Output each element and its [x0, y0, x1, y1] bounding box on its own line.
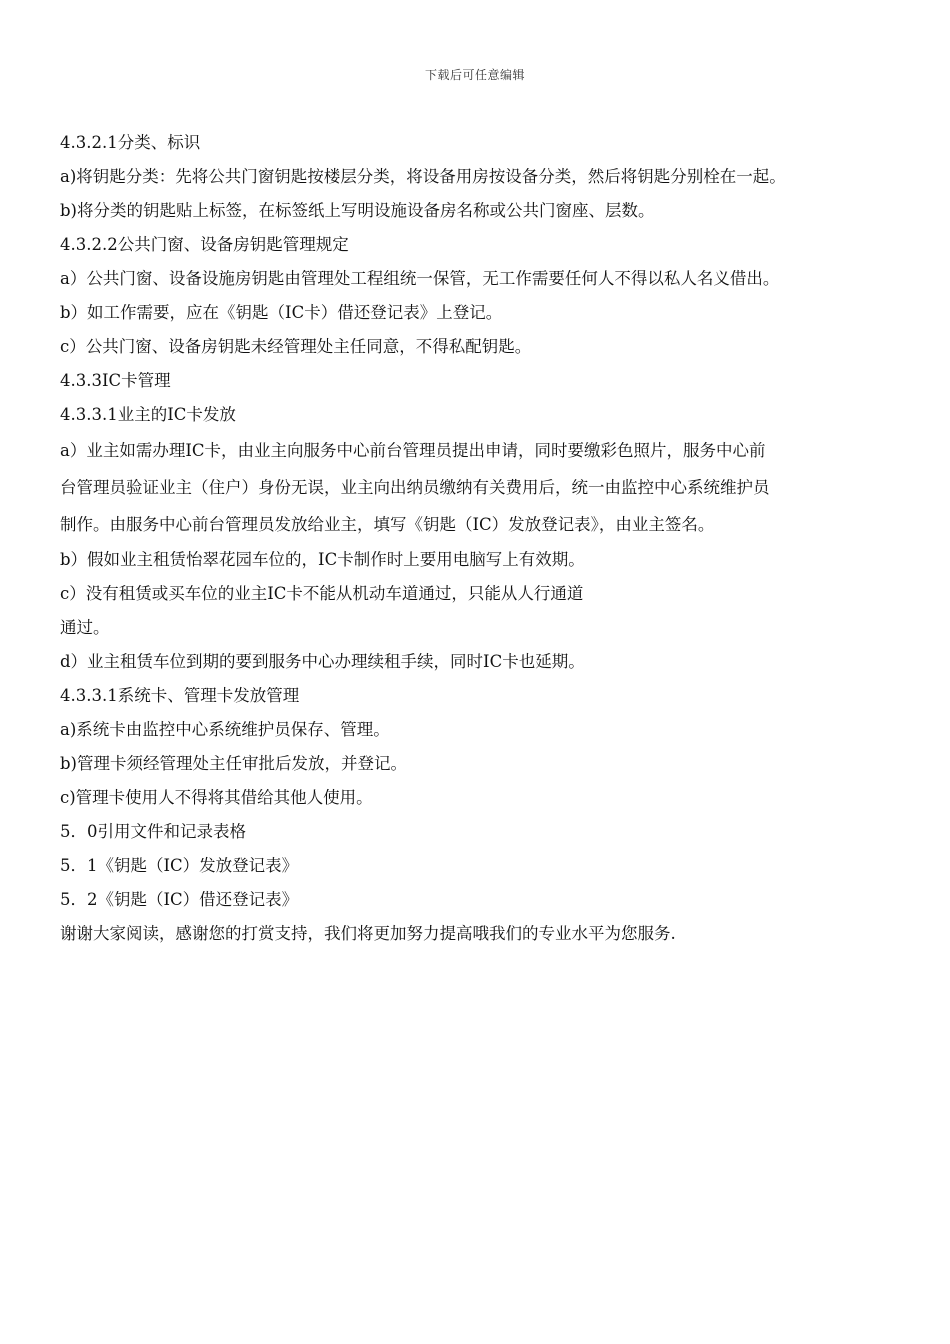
text-line: 5．2《钥匙（IC）借还登记表》	[60, 890, 299, 909]
text-line: 通过。	[60, 618, 110, 637]
section-heading-system-card: 4.3.3.1系统卡、管理卡发放管理	[60, 686, 300, 705]
text-line: 制作。由服务中心前台管理员发放给业主，填写《钥匙（IC）发放登记表》，由业主签名。	[60, 515, 715, 534]
text-line: c）没有租赁或买车位的业主IC卡不能从机动车道通过，只能从人行通道	[60, 584, 584, 603]
closing-note: 谢谢大家阅读，感谢您的打赏支持，我们将更加努力提高哦我们的专业水平为您服务.	[60, 924, 676, 943]
section-heading-4-3-3: 4.3.3IC卡管理	[60, 371, 171, 390]
text-line: a)系统卡由监控中心系统维护员保存、管理。	[60, 720, 390, 739]
section-heading-5-0: 5．0引用文件和记录表格	[60, 822, 246, 841]
text-line: a)将钥匙分类：先将公共门窗钥匙按楼层分类，将设备用房按设备分类，然后将钥匙分别栓在一起。	[60, 167, 786, 186]
text-line: 5．1《钥匙（IC）发放登记表》	[60, 856, 299, 875]
text-line: b）如工作需要，应在《钥匙（IC卡）借还登记表》上登记。	[60, 303, 503, 322]
text-line: b)管理卡须经管理处主任审批后发放，并登记。	[60, 754, 407, 773]
page-header: 下载后可任意编辑	[424, 68, 525, 82]
section-heading-4-3-2-2: 4.3.2.2公共门窗、设备房钥匙管理规定	[60, 235, 349, 254]
text-line: b）假如业主租赁怡翠花园车位的，IC卡制作时上要用电脑写上有效期。	[60, 550, 585, 569]
text-line: c)管理卡使用人不得将其借给其他人使用。	[60, 788, 373, 807]
section-heading-4-3-3-1: 4.3.3.1业主的IC卡发放	[60, 405, 236, 424]
text-line: c）公共门窗、设备房钥匙未经管理处主任同意，不得私配钥匙。	[60, 337, 532, 356]
paragraph-ic-card-issue	[60, 432, 930, 543]
text-line: a）公共门窗、设备设施房钥匙由管理处工程组统一保管，无工作需要任何人不得以私人名义借出。	[60, 269, 780, 288]
text-line: 台管理员验证业主（住户）身份无误，业主向出纳员缴纳有关费用后，统一由监控中心系统维护员	[60, 478, 770, 497]
text-line: d）业主租赁车位到期的要到服务中心办理续租手续，同时IC卡也延期。	[60, 652, 585, 671]
document-body	[60, 126, 930, 951]
text-line: b)将分类的钥匙贴上标签，在标签纸上写明设施设备房名称或公共门窗座、层数。	[60, 201, 655, 220]
section-heading-4-3-2-1: 4.3.2.1分类、标识	[60, 133, 201, 152]
text-line: a）业主如需办理IC卡，由业主向服务中心前台管理员提出申请，同时要缴彩色照片，服务中心前	[60, 441, 766, 460]
